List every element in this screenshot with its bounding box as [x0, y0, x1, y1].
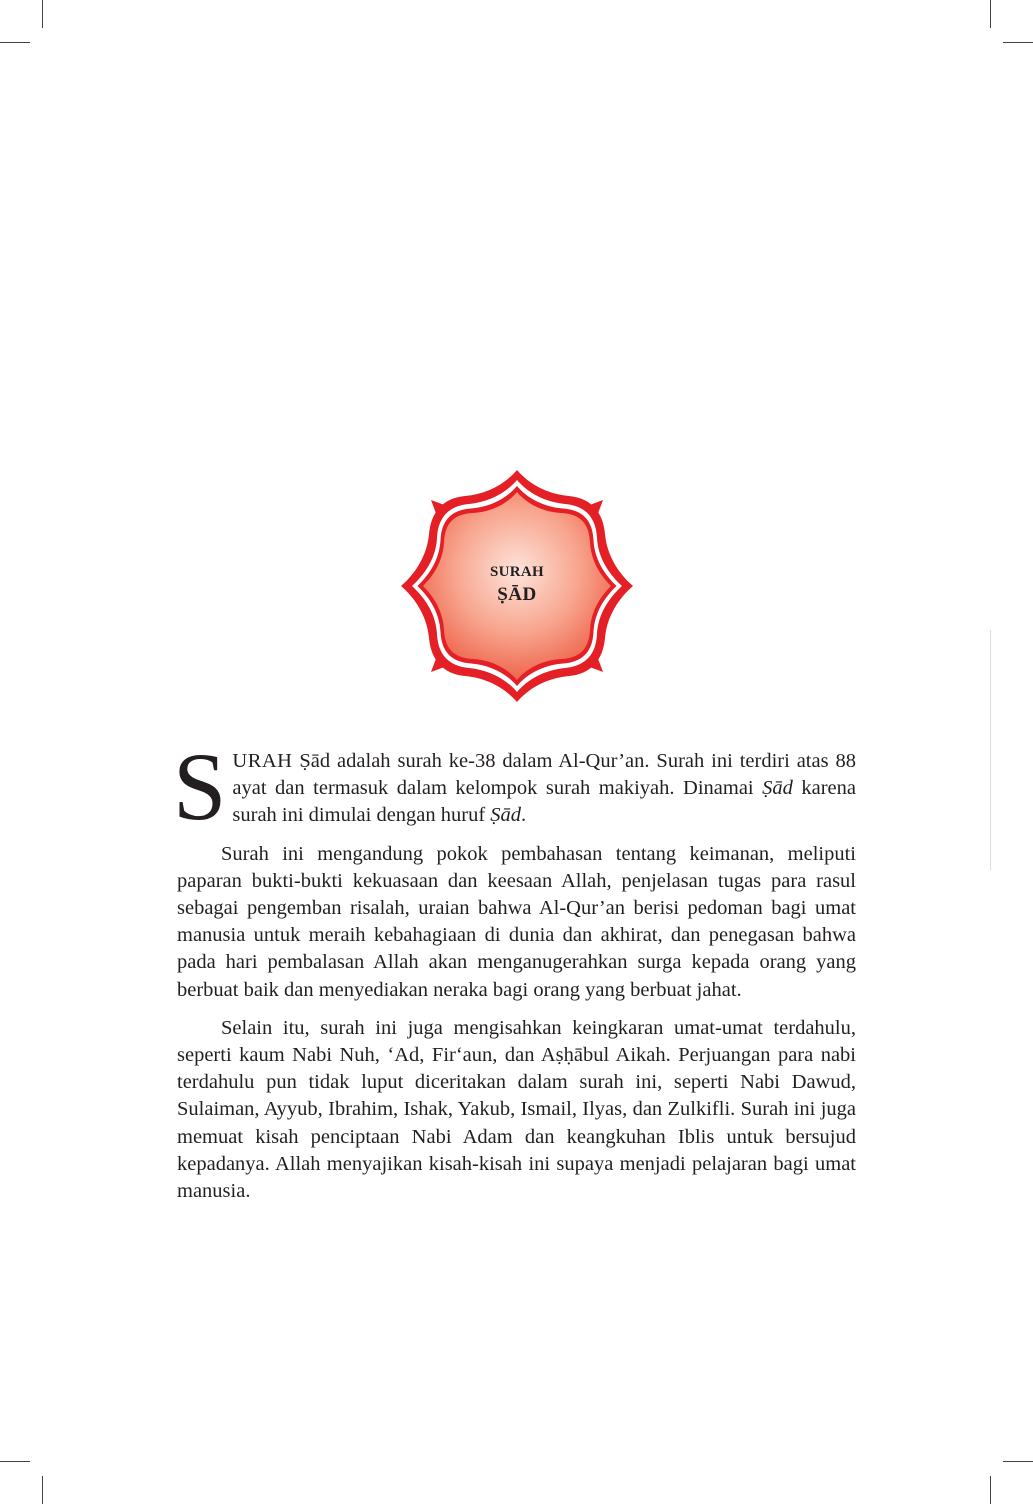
- crop-mark: [990, 0, 991, 28]
- surah-name: ṢĀD: [497, 584, 537, 605]
- crop-mark: [0, 42, 30, 43]
- lead-word: URAH: [232, 750, 293, 772]
- surah-emblem: [397, 466, 637, 706]
- emblem-label: SURAH: [489, 564, 544, 580]
- intro-paragraph: [173, 733, 857, 840]
- crop-mark: [42, 0, 43, 28]
- crop-mark: [42, 1476, 43, 1504]
- crop-mark: [1003, 42, 1033, 43]
- surah-description: [173, 733, 857, 1216]
- drop-cap: S: [173, 733, 227, 840]
- crop-mark: [0, 1461, 30, 1462]
- intro-italic: Ṣād: [490, 804, 522, 827]
- crop-mark: [1003, 1461, 1033, 1462]
- intro-text: .: [521, 804, 527, 827]
- body-paragraph: Surah ini mengandung pokok pembahasan tentang keimanan, meliputi paparan bukti-bukti kekuasaan dan keesaan Allah, penjelasan tugas para rasul sebagai pengemban risalah, uraian bahwa Al-Qur’an berisi pedoman bagi umat manusia untuk meraih kebahagiaan di dunia dan akhirat, dan penegasan bahwa pada hari pembalasan Allah akan menganugerahkan surga kepada orang yang berbuat baik dan menyediakan neraka bagi orang yang berbuat jahat.: [177, 842, 856, 1001]
- intro-text: Ṣād adalah surah ke-38 dalam Al-Qur’an. Surah ini terdiri atas 88 ayat dan termasuk dalam kelompok surah makiyah. Dinamai: [232, 750, 856, 800]
- body-paragraph: Selain itu, surah ini juga mengisahkan keingkaran umat-umat terdahulu, seperti kaum Nabi Nuh, ‘Ad, Fir‘aun, dan Aṣḥābul Aikah. Perjuangan para nabi terdahulu pun tidak luput diceritakan dalam surah ini, seperti Nabi Dawud, Sulaiman, Ayyub, Ibrahim, Ishak, Yakub, Ismail, Ilyas, dan Zulkifli. Surah ini juga memuat kisah penciptaan Nabi Adam dan keangkuhan Iblis untuk bersujud kepadanya. Allah menyajikan kisah-kisah ini supaya menjadi pelajaran bagi umat manusia.: [177, 1016, 856, 1203]
- intro-text: karena surah ini dimulai dengan huruf: [232, 777, 857, 827]
- crop-mark: [990, 1476, 991, 1504]
- page-edge-mark: [990, 630, 991, 870]
- intro-italic: Ṣād: [762, 777, 793, 800]
